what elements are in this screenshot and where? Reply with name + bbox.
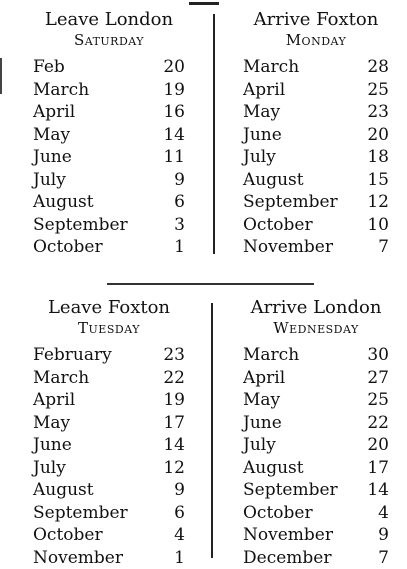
column-heading: Arrive Foxton	[243, 10, 389, 30]
column-header	[33, 10, 185, 50]
month-cell: June	[33, 146, 72, 169]
table-row	[33, 191, 185, 214]
table-row	[243, 146, 389, 169]
month-cell: June	[243, 412, 282, 435]
day-cell: 22	[365, 412, 389, 435]
month-cell: September	[33, 502, 128, 525]
table-row	[243, 56, 389, 79]
day-cell: 7	[365, 547, 389, 569]
table-row	[243, 502, 389, 525]
table-row	[243, 191, 389, 214]
month-cell: April	[33, 389, 75, 412]
column-divider	[213, 14, 215, 254]
column-divider	[211, 303, 213, 558]
day-cell: 12	[365, 191, 389, 214]
day-cell: 28	[365, 56, 389, 79]
table-row	[243, 124, 389, 147]
month-cell: June	[33, 434, 72, 457]
date-list	[243, 344, 389, 569]
table-row	[33, 412, 185, 435]
table-row	[33, 524, 185, 547]
day-cell: 6	[161, 191, 185, 214]
day-cell: 15	[365, 169, 389, 192]
day-cell: 1	[161, 236, 185, 259]
column-heading: Arrive London	[243, 298, 389, 318]
month-cell: August	[243, 169, 304, 192]
day-cell: 9	[161, 479, 185, 502]
column-arrive-foxton	[243, 10, 389, 259]
day-cell: 20	[365, 124, 389, 147]
month-cell: May	[33, 124, 70, 147]
table-row	[33, 56, 185, 79]
day-cell: 17	[161, 412, 185, 435]
month-cell: May	[33, 412, 70, 435]
month-cell: September	[243, 191, 338, 214]
day-cell: 19	[161, 79, 185, 102]
table-row	[33, 457, 185, 480]
month-cell: February	[33, 344, 112, 367]
column-header	[243, 298, 389, 338]
month-cell: November	[33, 547, 123, 569]
table-row	[243, 524, 389, 547]
day-cell: 25	[365, 389, 389, 412]
table-row	[243, 169, 389, 192]
column-heading: Leave Foxton	[33, 298, 185, 318]
table-row	[243, 214, 389, 237]
month-cell: April	[243, 79, 285, 102]
column-weekday: Tuesday	[33, 318, 185, 338]
table-row	[33, 479, 185, 502]
table-row	[243, 479, 389, 502]
table-row	[33, 367, 185, 390]
month-cell: March	[243, 56, 299, 79]
table-row	[243, 344, 389, 367]
day-cell: 3	[161, 214, 185, 237]
table-row	[33, 101, 185, 124]
month-cell: August	[243, 457, 304, 480]
day-cell: 1	[161, 547, 185, 569]
table-row	[33, 169, 185, 192]
section-separator	[107, 283, 314, 285]
table-row	[33, 124, 185, 147]
table-row	[243, 79, 389, 102]
month-cell: August	[33, 191, 94, 214]
day-cell: 14	[161, 434, 185, 457]
month-cell: June	[243, 124, 282, 147]
month-cell: April	[33, 101, 75, 124]
month-cell: March	[33, 367, 89, 390]
day-cell: 23	[365, 101, 389, 124]
table-row	[33, 434, 185, 457]
day-cell: 9	[365, 524, 389, 547]
month-cell: May	[243, 389, 280, 412]
column-heading: Leave London	[33, 10, 185, 30]
month-cell: July	[243, 146, 276, 169]
day-cell: 11	[161, 146, 185, 169]
month-cell: Feb	[33, 56, 65, 79]
date-list	[33, 344, 185, 569]
day-cell: 20	[161, 56, 185, 79]
table-row	[33, 344, 185, 367]
table-row	[33, 146, 185, 169]
date-list	[33, 56, 185, 259]
day-cell: 23	[161, 344, 185, 367]
month-cell: July	[33, 169, 66, 192]
table-row	[33, 502, 185, 525]
column-header	[243, 10, 389, 50]
table-row	[33, 547, 185, 569]
schedule-table-return	[0, 298, 407, 563]
month-cell: December	[243, 547, 331, 569]
day-cell: 7	[365, 236, 389, 259]
month-cell: September	[33, 214, 128, 237]
month-cell: October	[243, 214, 313, 237]
day-cell: 30	[365, 344, 389, 367]
day-cell: 19	[161, 389, 185, 412]
table-row	[243, 434, 389, 457]
column-weekday: Monday	[243, 30, 389, 50]
month-cell: March	[243, 344, 299, 367]
day-cell: 10	[365, 214, 389, 237]
table-row	[243, 236, 389, 259]
month-cell: April	[243, 367, 285, 390]
column-weekday: Saturday	[33, 30, 185, 50]
column-leave-foxton	[33, 298, 185, 569]
month-cell: July	[33, 457, 66, 480]
month-cell: March	[33, 79, 89, 102]
table-row	[243, 457, 389, 480]
day-cell: 9	[161, 169, 185, 192]
month-cell: November	[243, 236, 333, 259]
table-row	[33, 236, 185, 259]
day-cell: 16	[161, 101, 185, 124]
day-cell: 27	[365, 367, 389, 390]
day-cell: 12	[161, 457, 185, 480]
month-cell: November	[243, 524, 333, 547]
month-cell: October	[33, 524, 103, 547]
day-cell: 17	[365, 457, 389, 480]
day-cell: 6	[161, 502, 185, 525]
day-cell: 4	[365, 502, 389, 525]
column-header	[33, 298, 185, 338]
day-cell: 4	[161, 524, 185, 547]
table-row	[243, 389, 389, 412]
table-row	[243, 547, 389, 569]
column-weekday: Wednesday	[243, 318, 389, 338]
month-cell: October	[243, 502, 313, 525]
table-row	[243, 367, 389, 390]
table-row	[243, 101, 389, 124]
day-cell: 14	[365, 479, 389, 502]
month-cell: May	[243, 101, 280, 124]
column-arrive-london	[243, 298, 389, 569]
month-cell: July	[243, 434, 276, 457]
table-row	[33, 79, 185, 102]
top-rule	[189, 2, 219, 5]
date-list	[243, 56, 389, 259]
table-row	[33, 214, 185, 237]
month-cell: September	[243, 479, 338, 502]
table-row	[243, 412, 389, 435]
day-cell: 25	[365, 79, 389, 102]
day-cell: 18	[365, 146, 389, 169]
day-cell: 22	[161, 367, 185, 390]
table-row	[33, 389, 185, 412]
month-cell: August	[33, 479, 94, 502]
month-cell: October	[33, 236, 103, 259]
day-cell: 14	[161, 124, 185, 147]
day-cell: 20	[365, 434, 389, 457]
column-leave-london	[33, 10, 185, 259]
schedule-table-outbound	[0, 10, 407, 260]
